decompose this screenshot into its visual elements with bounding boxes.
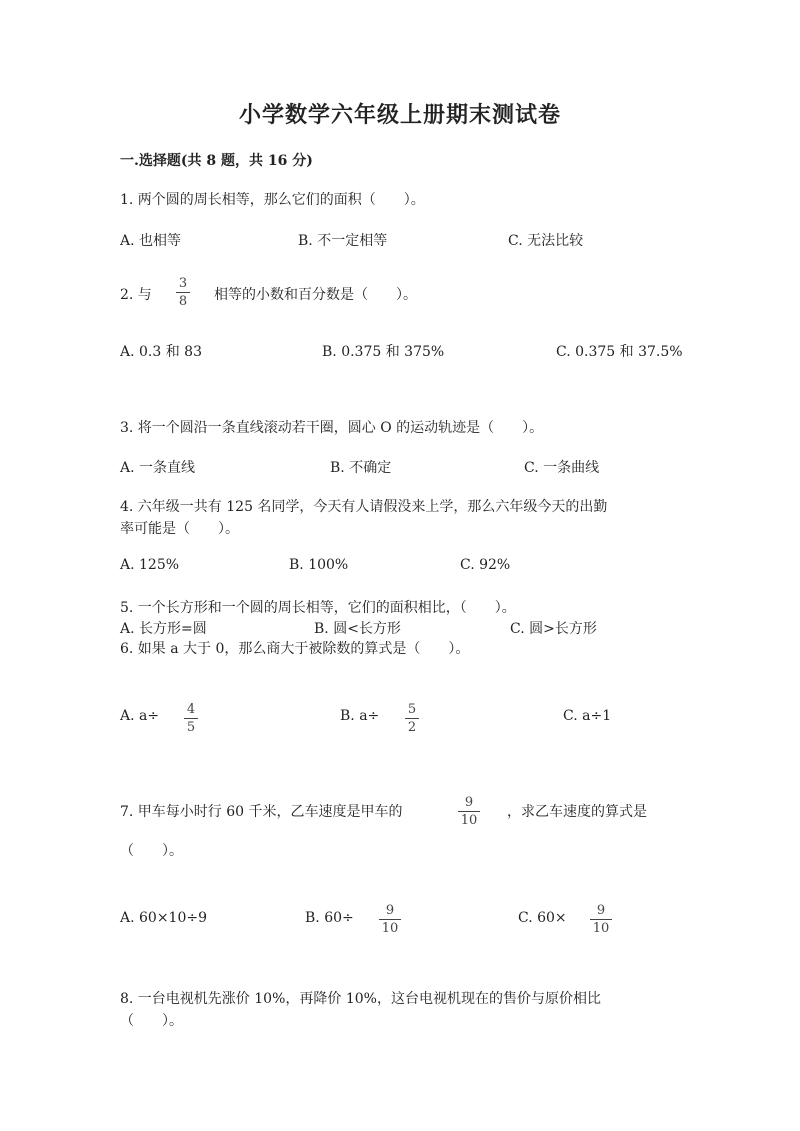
q4-option-a: A. 125% <box>120 557 180 573</box>
q7-c-fraction <box>590 903 612 936</box>
q1-option-c: C. 无法比较 <box>508 233 584 249</box>
question-4-line-2: 率可能是（ ）。 <box>120 521 239 537</box>
section-heading: 一.选择题(共 8 题，共 16 分) <box>120 153 313 169</box>
q6-b-fraction-numerator: 5 <box>407 702 417 717</box>
question-1: 1. 两个圆的周长相等，那么它们的面积（ ）。 <box>120 192 425 208</box>
q3-option-b: B. 不确定 <box>330 460 392 476</box>
q7-c-fraction-denominator: 10 <box>592 921 610 936</box>
q7-fraction-denominator: 10 <box>460 813 478 828</box>
q2-fraction-numerator: 3 <box>178 276 188 291</box>
q6-a-fraction-denominator: 5 <box>186 720 196 735</box>
question-7-suffix: ，求乙车速度的算式是 <box>507 804 647 820</box>
fraction-bar <box>184 718 198 719</box>
q5-option-b: B. 圆<长方形 <box>314 621 401 637</box>
q4-option-c: C. 92% <box>460 557 511 573</box>
fraction-bar <box>379 919 401 920</box>
q6-b-fraction <box>405 702 419 735</box>
q2-fraction <box>176 276 190 309</box>
question-6: 6. 如果 a 大于 0，那么商大于被除数的算式是（ ）。 <box>120 641 470 657</box>
q7-b-fraction <box>379 903 401 936</box>
q2-option-b: B. 0.375 和 375% <box>322 344 445 360</box>
q1-option-b: B. 不一定相等 <box>298 233 388 249</box>
q4-option-b: B. 100% <box>289 557 349 573</box>
fraction-bar <box>176 292 190 293</box>
q3-option-a: A. 一条直线 <box>120 460 196 476</box>
q6-b-fraction-denominator: 2 <box>407 720 417 735</box>
question-2-prefix: 2. 与 <box>120 287 152 303</box>
fraction-bar <box>458 811 480 812</box>
question-3: 3. 将一个圆沿一条直线滚动若干圈，圆心 O 的运动轨迹是（ ）。 <box>120 420 544 436</box>
page-title: 小学数学六年级上册期末测试卷 <box>238 102 561 128</box>
fraction-bar <box>590 919 612 920</box>
q6-a-fraction-numerator: 4 <box>186 702 196 717</box>
q6-a-fraction <box>184 702 198 735</box>
q7-c-fraction-numerator: 9 <box>596 903 606 918</box>
question-5: 5. 一个长方形和一个圆的周长相等，它们的面积相比，（ ）。 <box>120 600 516 616</box>
q7-b-fraction-denominator: 10 <box>381 921 399 936</box>
q7-option-a: A. 60×10÷9 <box>120 910 208 926</box>
fraction-bar <box>405 718 419 719</box>
q3-option-c: C. 一条曲线 <box>524 460 600 476</box>
q7-option-c: C. 60× <box>518 910 567 926</box>
q6-option-b: B. a÷ <box>340 708 380 724</box>
question-8-line-1: 8. 一台电视机先涨价 10%，再降价 10%，这台电视机现在的售价与原价相比 <box>120 991 601 1007</box>
question-8-line-2: （ ）。 <box>120 1013 183 1029</box>
question-4-line-1: 4. 六年级一共有 125 名同学，今天有人请假没来上学，那么六年级今天的出勤 <box>120 499 608 515</box>
q7-b-fraction-numerator: 9 <box>385 903 395 918</box>
q5-option-a: A. 长方形=圆 <box>120 621 207 637</box>
question-7-line-2: （ ）。 <box>120 843 183 859</box>
q6-option-c: C. a÷1 <box>563 708 612 724</box>
q5-option-c: C. 圆>长方形 <box>510 621 597 637</box>
question-2-suffix: 相等的小数和百分数是（ ）。 <box>214 287 417 303</box>
q7-fraction-numerator: 9 <box>464 795 474 810</box>
q6-option-a: A. a÷ <box>120 708 160 724</box>
q2-fraction-denominator: 8 <box>178 294 188 309</box>
q1-option-a: A. 也相等 <box>120 233 182 249</box>
q7-option-b: B. 60÷ <box>305 910 354 926</box>
q2-option-c: C. 0.375 和 37.5% <box>556 344 683 360</box>
q2-option-a: A. 0.3 和 83 <box>120 344 202 360</box>
question-7-prefix: 7. 甲车每小时行 60 千米，乙车速度是甲车的 <box>120 804 403 820</box>
q7-fraction <box>458 795 480 828</box>
